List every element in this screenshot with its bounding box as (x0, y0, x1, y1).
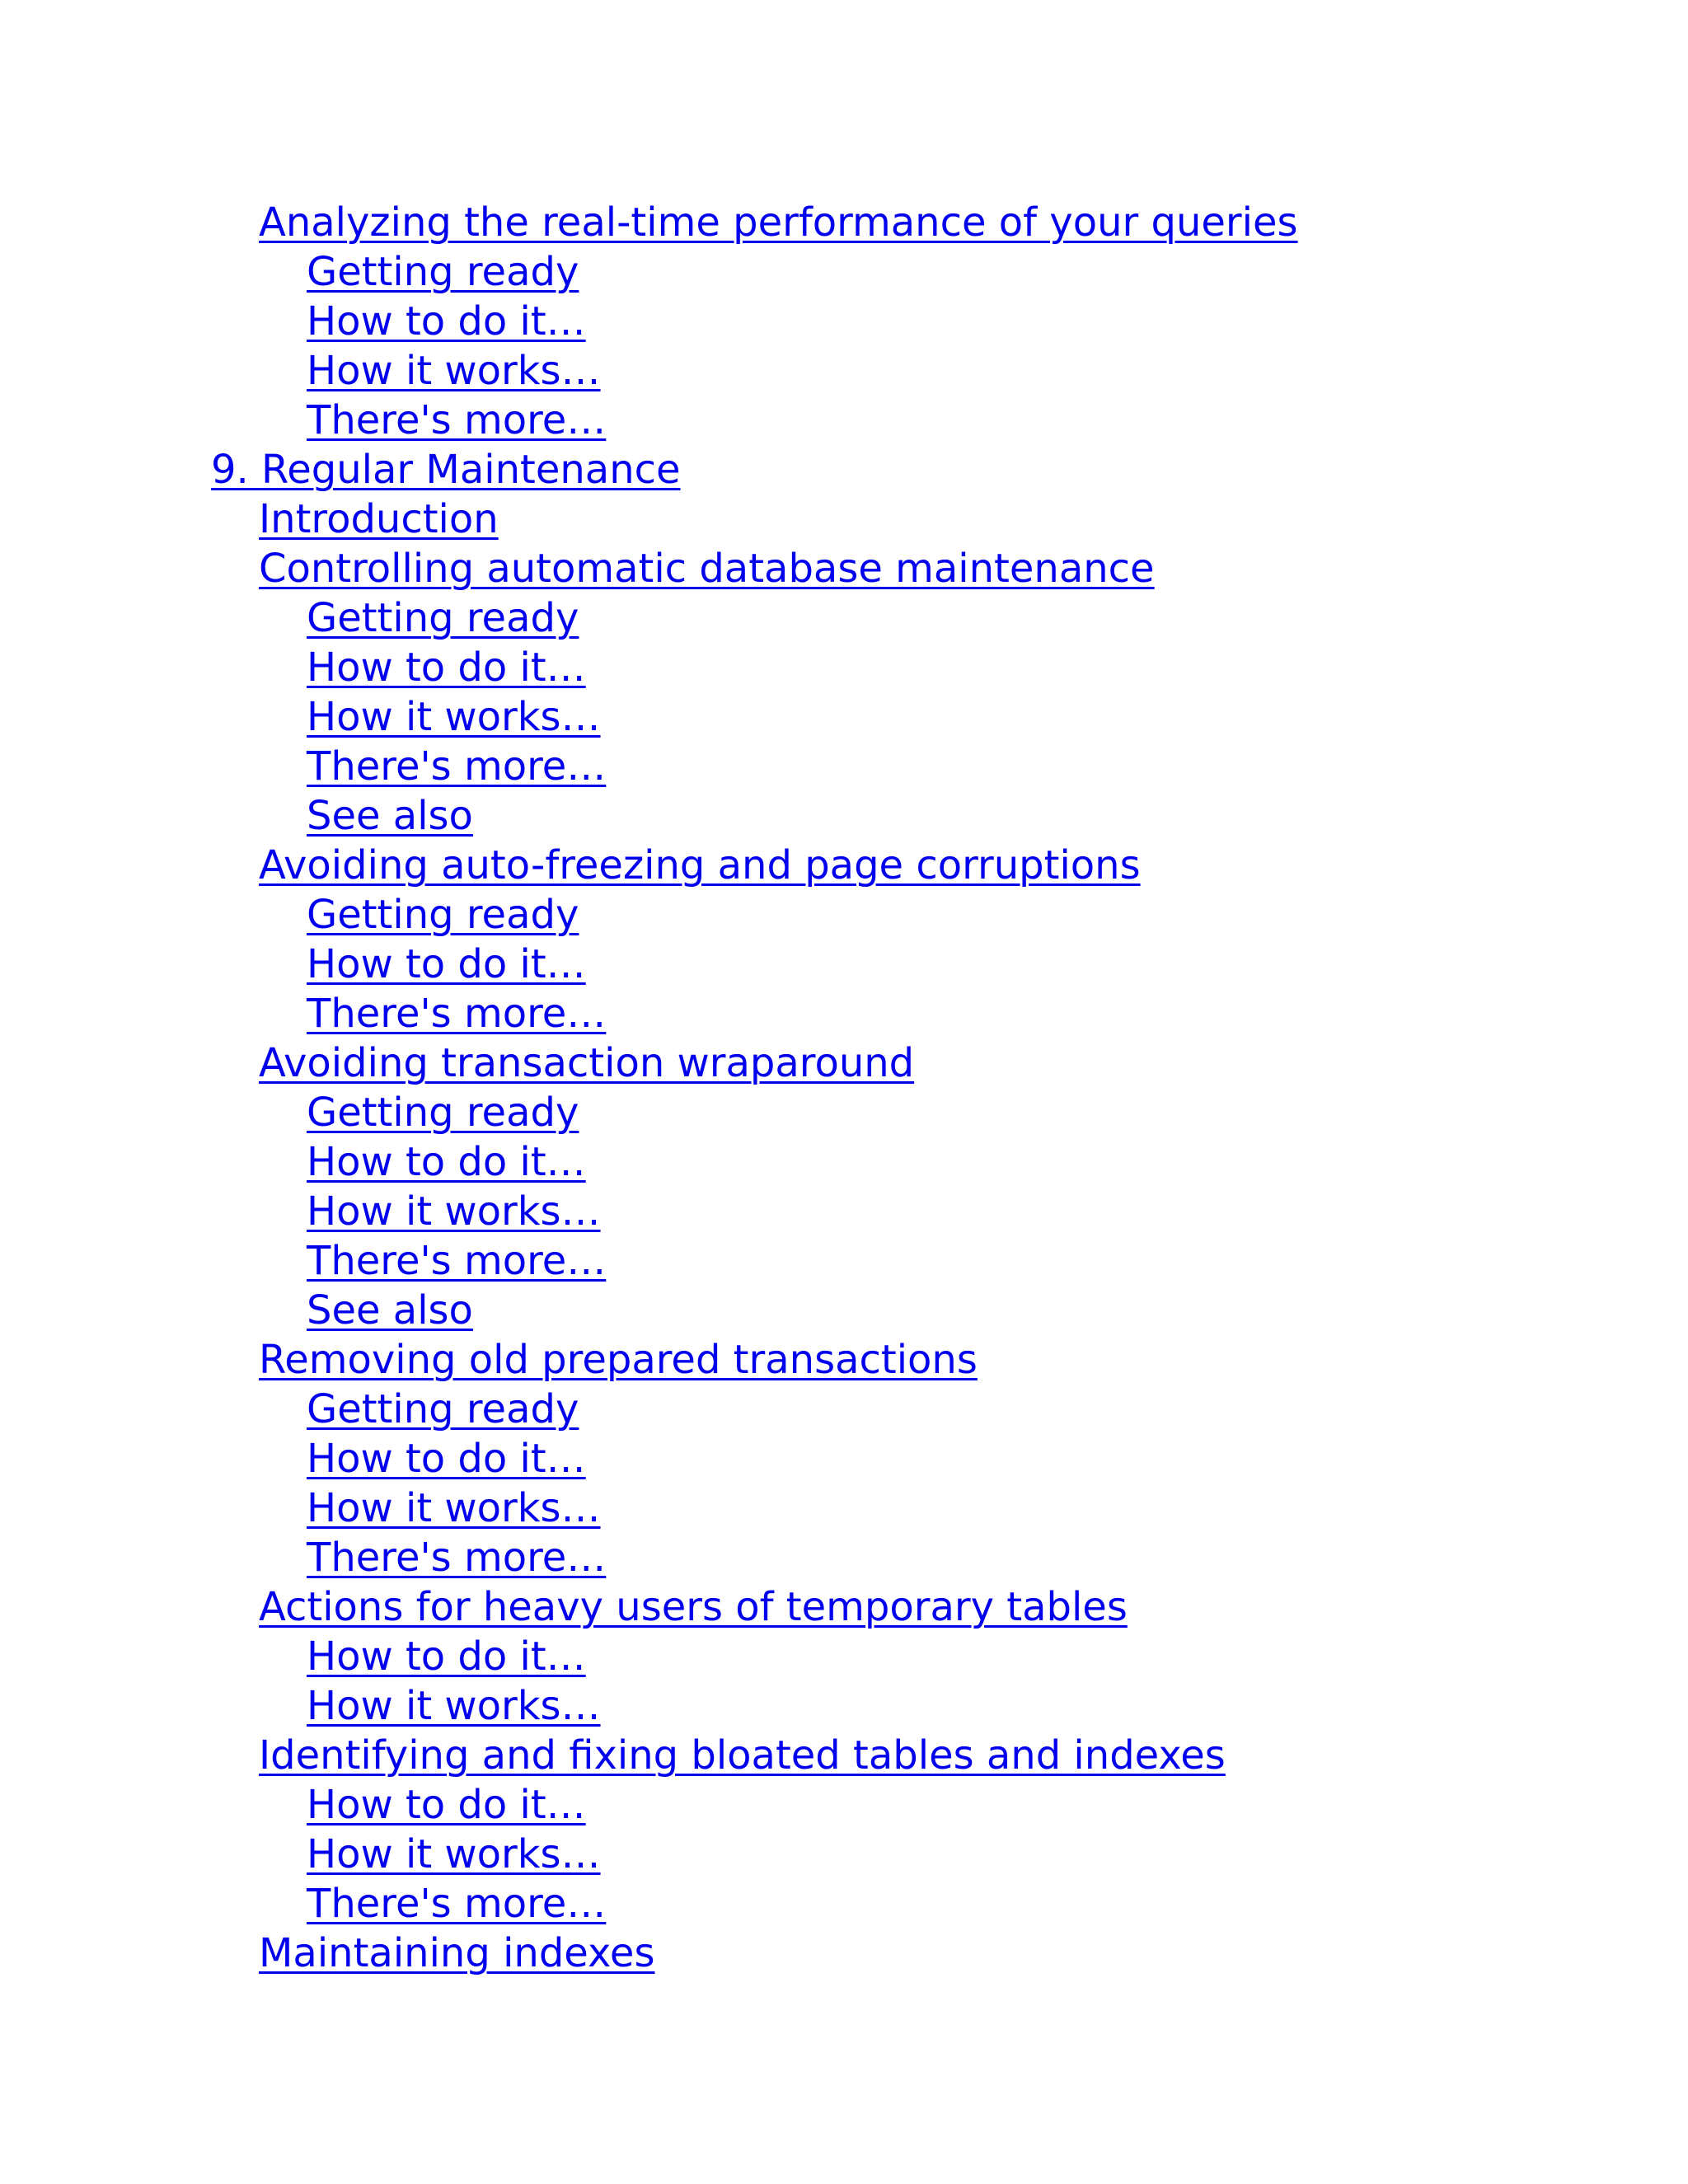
toc-link[interactable]: Removing old prepared transactions (259, 1337, 978, 1383)
toc-link[interactable]: There's more… (307, 1881, 607, 1927)
toc-link[interactable]: How it works… (307, 694, 601, 740)
toc-link[interactable]: Getting ready (307, 1090, 579, 1136)
toc-link[interactable]: See also (307, 1287, 473, 1333)
toc-link[interactable]: How to do it… (307, 1782, 586, 1828)
toc-link[interactable]: How to do it… (307, 1139, 586, 1185)
toc-chapter-link[interactable]: 9. Regular Maintenance (211, 447, 681, 493)
toc-link[interactable]: How to do it… (307, 298, 586, 344)
toc-link[interactable]: Identifying and fixing bloated tables and indexes (259, 1732, 1226, 1779)
toc-link[interactable]: There's more… (307, 743, 607, 790)
toc-link[interactable]: Controlling automatic database maintenance (259, 546, 1155, 592)
toc-link[interactable]: How it works… (307, 1683, 601, 1729)
toc-link[interactable]: Getting ready (307, 249, 579, 295)
toc-link[interactable]: There's more… (307, 397, 607, 443)
toc-link[interactable]: Maintaining indexes (259, 1930, 655, 1976)
toc-link[interactable]: How to do it… (307, 1436, 586, 1482)
toc-link[interactable]: Analyzing the real-time performance of your queries (259, 199, 1298, 246)
toc-link[interactable]: There's more… (307, 1535, 607, 1581)
toc-link[interactable]: There's more… (307, 991, 607, 1037)
toc-link[interactable]: Getting ready (307, 1386, 579, 1432)
toc-link[interactable]: Avoiding auto-freezing and page corruptions (259, 842, 1141, 888)
toc-link[interactable]: How it works… (307, 1485, 601, 1531)
toc-link[interactable]: How it works… (307, 1831, 601, 1877)
toc-link[interactable]: Actions for heavy users of temporary tables (259, 1584, 1128, 1630)
toc-link[interactable]: How it works… (307, 348, 601, 394)
toc-link[interactable]: How to do it… (307, 1633, 586, 1680)
toc-link[interactable]: Introduction (259, 496, 499, 542)
toc-link[interactable]: Avoiding transaction wraparound (259, 1040, 915, 1086)
toc-link[interactable]: See also (307, 793, 473, 839)
toc-link[interactable]: Getting ready (307, 892, 579, 938)
toc-link[interactable]: Getting ready (307, 595, 579, 641)
table-of-contents (211, 198, 1298, 1978)
toc-link[interactable]: How to do it… (307, 941, 586, 987)
toc-link[interactable]: How to do it… (307, 644, 586, 691)
toc-link[interactable]: There's more… (307, 1238, 607, 1284)
toc-link[interactable]: How it works… (307, 1188, 601, 1235)
